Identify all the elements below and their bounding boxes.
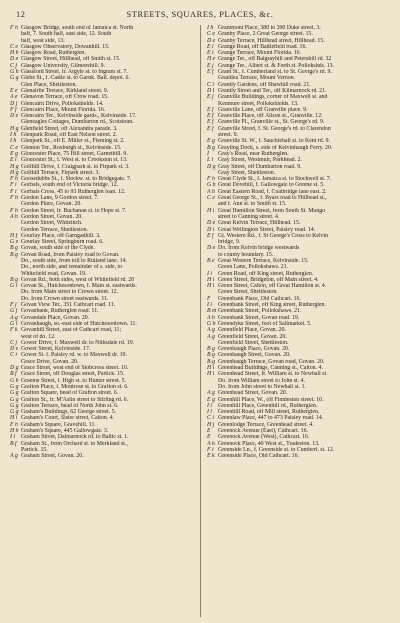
grid-reference: B g xyxy=(207,144,215,151)
grid-reference: H e xyxy=(207,56,216,63)
grid-reference: I i xyxy=(207,409,213,416)
grid-reference: D g xyxy=(207,163,216,170)
entry-text: street. 9. xyxy=(218,132,238,139)
right-column xyxy=(200,25,392,617)
entry-text: Greenlaw Place, 447 to 473 Paisley road. 14. xyxy=(218,415,324,422)
entry-text: Grafton Terrace, head of North John st. 6. xyxy=(21,402,119,409)
entry-text: Gray Street, off Dumbarton road. 9. xyxy=(218,163,302,170)
grid-reference: C e xyxy=(207,31,215,38)
grid-reference: H i xyxy=(207,371,215,378)
grid-reference: I h xyxy=(207,25,214,31)
grid-reference: F i xyxy=(207,446,214,453)
entry-text: Granville Pl., Granville st., St. George's rd. 9. xyxy=(218,119,325,126)
grid-reference: A g xyxy=(207,333,215,340)
grid-reference: F i xyxy=(10,188,17,195)
grid-reference: A g xyxy=(207,327,215,334)
grid-reference: E j xyxy=(207,94,214,101)
grid-reference: E f xyxy=(207,113,214,120)
entry-text: Gourlay Street, Springburn road. 6. xyxy=(21,239,104,246)
entry-text: Glasgow Street, Hillhead, off Smith st. 15. xyxy=(21,56,121,63)
grid-reference: B e xyxy=(207,257,215,264)
entry-text: Glenpark Road, off East Nelson street. 2. xyxy=(21,132,118,139)
entry-text: Greenhaugh Place, Govan. 20. xyxy=(218,346,290,353)
entry-text: bridge, 9. xyxy=(218,239,241,246)
entry-text: Great George St., f. Byars road to Hillhead st., xyxy=(218,195,327,202)
entry-text: Graham St., from Orchard st. to Merkland st., xyxy=(21,440,128,447)
grid-reference: E f xyxy=(207,125,214,132)
grid-reference: F i xyxy=(10,182,17,189)
entry-text: Green Road, off King street, Rutherglen. xyxy=(218,270,314,277)
grid-reference: H g xyxy=(10,125,19,132)
entry-text: Granville St. W., f. Sauchiehall st. to Kent rd. 9. xyxy=(218,138,330,145)
entry-text: Gray's Road, near Rutherglen. xyxy=(218,150,289,157)
grid-reference: F j xyxy=(10,302,17,309)
grid-reference: G g xyxy=(10,402,19,409)
grid-reference: I i xyxy=(207,270,213,277)
entry-text: Grange Terrace, Mount Florida. 16. xyxy=(218,50,302,57)
grid-reference: A e xyxy=(10,94,18,101)
grid-reference: C e xyxy=(10,43,18,50)
grid-reference: G g xyxy=(10,383,19,390)
grid-reference: E j xyxy=(207,62,214,69)
grid-reference: D e xyxy=(207,245,216,252)
entry-text: Glenpark St., off E. Miller st., Fleming st. 2. xyxy=(21,138,125,145)
grid-reference: A h xyxy=(207,188,215,195)
left-column xyxy=(8,25,200,617)
grid-reference: B g xyxy=(207,358,215,365)
entry-text: Glenton Ter., Roxburgh st., Kelvinside. 15. xyxy=(21,144,122,151)
entry-text: Grafton Square, head of Grafton street. 6. xyxy=(21,390,119,397)
grid-reference: I h xyxy=(10,138,17,145)
entry-text: Do. from John street to Newhall st. 1. xyxy=(218,383,306,390)
grid-reference: C i xyxy=(207,415,214,422)
entry-text: Granville Buildings, corner of Maxwell st. and xyxy=(218,94,328,101)
grid-reference: G g xyxy=(10,390,19,397)
grid-reference: I i xyxy=(207,302,213,309)
entry-text: Grange Road, off Battlefield road. 16. xyxy=(218,43,307,50)
entry-text: Greenfield Place, Govan. 20. xyxy=(218,327,286,334)
grid-reference: D e xyxy=(10,346,19,353)
entry-text: Grange Ter., Albert st. & Forth st. Pollokshds. 13. xyxy=(218,62,335,69)
entry-text: Glasgow Bridge, south end of Jamaica st. North xyxy=(21,25,134,31)
grid-reference: E f xyxy=(207,232,214,239)
entry-text: Grant St., f. Cumberland st. to St. George's rd. 9. xyxy=(218,69,332,76)
grid-reference: E e xyxy=(10,87,18,94)
grid-reference: H g xyxy=(10,163,19,170)
grid-reference: F h xyxy=(207,176,215,183)
grid-reference: G h xyxy=(207,182,216,189)
entry-text: Greenhead Street, fr. William st. to Newhall st. xyxy=(218,371,328,378)
grid-reference: F h xyxy=(10,25,18,31)
entry-text: half, 7. South half, east side, 12. South xyxy=(21,31,112,38)
grid-reference: A g xyxy=(207,390,215,397)
entry-text: Govanhaugh, so.-east side of Hutchesontown. 11. xyxy=(21,320,137,327)
grid-reference: E xyxy=(207,428,211,434)
grid-reference: I xyxy=(207,150,209,157)
entry-text: Grafton St., fr. M'Aslin street to Stirling rd. 6. xyxy=(21,396,129,403)
grid-reference: B g xyxy=(207,352,215,359)
grid-reference: G h xyxy=(10,69,19,76)
entry-text: Glencairn Ter., Kelvinside gards., Kelvinside. 17. xyxy=(21,113,137,120)
grid-reference: F h xyxy=(10,421,18,428)
entry-text: Govan Road, from Paisley road to Govan. xyxy=(21,251,120,258)
grid-reference: A g xyxy=(10,453,18,460)
directory-entry xyxy=(207,453,390,459)
grid-reference: D i xyxy=(207,226,215,233)
grid-reference: F h xyxy=(10,195,18,202)
directory-columns xyxy=(8,25,392,617)
entry-text: Great Eastern Road, f. Coatbridge lane east. 2. xyxy=(218,188,327,195)
entry-text: Gray Street, Shettleston. xyxy=(218,169,276,176)
entry-text: Graham's Square, 445 Gallowgate. 3. xyxy=(21,428,109,434)
grid-reference: G g xyxy=(10,75,19,82)
entry-text: Grantlea Terrace, Mount Vernon. xyxy=(218,75,296,82)
grid-reference: L i xyxy=(207,157,214,164)
grid-reference: B m xyxy=(207,308,217,315)
entry-text: Do. from Crown street eastwards. 11. xyxy=(21,295,109,302)
entry-text: Gower St. f. Paisley rd. w. to Maxwell dr. 19. xyxy=(21,352,127,359)
grid-reference: G h xyxy=(207,320,216,327)
entry-text: Graham's Square, Gravehill. 11. xyxy=(21,421,96,428)
entry-text: Green Street, Shettleston. xyxy=(218,289,278,296)
entry-text: Gorbals, south end of Victoria bridge. 12. xyxy=(21,182,119,189)
grid-reference: C j xyxy=(10,339,17,346)
entry-text: Glencairn Drive, Pollokshields. 14. xyxy=(21,100,104,107)
grid-reference: D e xyxy=(10,113,19,120)
grid-reference: H f xyxy=(10,232,18,239)
entry-text: Great Wellington Street, Paisley road. 14. xyxy=(218,226,316,233)
entry-text: Do. from Kelvin bridge westwards xyxy=(218,245,300,252)
grid-reference: F h xyxy=(10,176,18,183)
entry-text: Greenbank Street, off King street, Rutherglen. xyxy=(218,302,326,309)
entry-text: Greenhill Place, W., off Finnieston street. 10. xyxy=(218,396,324,403)
grid-reference: E g xyxy=(207,396,215,403)
entry-text: half, west side, 13. xyxy=(21,37,65,44)
entry-text: Govanbank, Rutherglen road. 11. xyxy=(21,308,99,315)
entry-text: Greenfield Street, Shettleston. xyxy=(218,339,289,346)
grid-reference: H i xyxy=(207,365,215,372)
entry-text: Govan, south side of the Clyde. xyxy=(21,245,95,252)
grid-reference: H i xyxy=(207,207,215,214)
entry-text: Do. from Main street to Crown street. 12. xyxy=(21,289,119,296)
entry-text: Granville Street, f. St. George's rd. to Clarendon xyxy=(218,125,331,132)
grid-reference: F k xyxy=(10,327,18,334)
entry-text: Do. from William street to John st. 4. xyxy=(218,377,305,384)
entry-text: Gourlay Place, off Garngadhill. 3. xyxy=(21,232,101,239)
entry-text: and f. Ann st. to Smith st. 15. xyxy=(218,201,287,208)
entry-text: Greenock Place, 40 West st., Tradeston. 13. xyxy=(218,440,320,447)
entry-text: Gloucester St., f. West st. to Crookston st. 13. xyxy=(21,157,128,164)
entry-text: Greendyke Street, foot of Saltmarket. 5. xyxy=(218,320,312,327)
entry-text: Greenbank Street, Govan road. 19. xyxy=(218,314,300,321)
entry-text: Whitefield road, Govan. 19. xyxy=(21,270,87,277)
entry-text: west of do. 12. xyxy=(21,333,56,340)
entry-text: Greenhaugh Street, Govan. 20. xyxy=(218,352,291,359)
grid-reference: C l xyxy=(207,81,214,88)
entry-text: Greenock Avenue (West), Cathcart. 16. xyxy=(218,434,310,441)
entry-text: Gray Street, Westmuir, Parkhead. 2. xyxy=(218,157,302,164)
entry-text: Goosedubbs St., f. Stockw. st. to Bridgegate. 7. xyxy=(21,176,132,183)
grid-reference: H i xyxy=(10,415,18,422)
grid-reference: A g xyxy=(10,314,18,321)
entry-text: Granby Terrace, Hillhead street, Hillhead. 15. xyxy=(218,37,325,44)
entry-text: Granville Lane, off Granville place. 9. xyxy=(218,106,308,113)
entry-text: Grace Drive, Govan. 20. xyxy=(21,358,79,365)
entry-text: Gower Street, Kelvinside. 17. xyxy=(21,346,91,353)
grid-reference: E f xyxy=(207,106,214,113)
entry-text: Glasgow Road, Rutherglen. xyxy=(21,50,86,57)
grid-reference: G i xyxy=(10,320,18,327)
entry-text: street to Canning street. 4. xyxy=(218,213,280,220)
entry-text: Grammont Place, 380 to 390 Duke street. 3. xyxy=(218,25,321,31)
grid-reference: I i xyxy=(207,402,213,409)
grid-reference: E g xyxy=(10,150,18,157)
grid-reference: B g xyxy=(207,346,215,353)
grid-reference: A h xyxy=(207,440,215,447)
grid-reference: E i xyxy=(10,157,17,164)
entry-text: Greenlodge Terrace, Greenhead street. 4. xyxy=(218,421,314,428)
grid-reference: E i xyxy=(207,50,214,57)
page-title: STREETS, SQUARES, PLACES, &c. xyxy=(126,10,274,19)
entry-text: Golfhill Drive, f. Craigpark st. to Firpark st. 3. xyxy=(21,163,130,170)
entry-text: Glasgow Observatory, Dowanhill. 15. xyxy=(21,43,110,50)
entry-text: Glasgow University, Gilmorehill. 9. xyxy=(21,62,106,69)
entry-text: Golfhill Terrace, Firpark street. 3. xyxy=(21,169,100,176)
entry-text: Green Lane, Pollokshaws. 21. xyxy=(218,264,289,271)
entry-text: Grafton Place, f. Montrose st. to Grafton st. 6. xyxy=(21,383,129,390)
entry-text: Govan St., Hutchesontown, f. Main st. eastwards. xyxy=(21,283,137,290)
entry-text: Govandale Place, Govan. 20. xyxy=(21,314,90,321)
grid-reference: C i xyxy=(10,352,17,359)
grid-reference: D j xyxy=(10,100,18,107)
entry-text: Greenfield Street, Govan. 20. xyxy=(218,333,287,340)
grid-reference: D l xyxy=(207,87,215,94)
entry-text: Great Kelvin Terrace, Hillhead. 15. xyxy=(218,220,301,227)
grid-reference: E i xyxy=(207,43,214,50)
entry-text: Glenfield Street, off Alexandra parade. 3. xyxy=(21,125,118,132)
entry-text: Gordon Lane, 9 Gordon street. 7. xyxy=(21,195,99,202)
entry-text: Glenairlie Terrace, Kirkland street. 9. xyxy=(21,87,109,94)
grid-reference: G g xyxy=(10,409,19,416)
grid-reference: I h xyxy=(10,132,17,139)
grid-reference: A h xyxy=(10,213,18,220)
entry-text: Partick. 15. xyxy=(21,446,48,453)
entry-text: Green Street, Calton, off Great Hamilton st. 4. xyxy=(218,283,327,290)
entry-text: Glassford Street, fr. Argyle st. to Ingram st. 7. xyxy=(21,69,128,76)
entry-text: Grantly Street and Ter., off Kilmarnock rd. 21. xyxy=(218,87,327,94)
entry-text: Greenside Ln., f. Greenside st. to Cumberl. st. 12. xyxy=(218,446,335,453)
grid-reference: F xyxy=(207,295,211,302)
entry-text: Granby Place, 2 Great George street. 15. xyxy=(218,31,313,38)
entry-text: Graeme Street, f. High st. to Hunter street. 5. xyxy=(21,377,126,384)
entry-text: Green Street, Bridgeton, off Main street. 4. xyxy=(218,276,319,283)
grid-reference: E k xyxy=(207,453,215,460)
entry-text: Gt. Western Rd., f. St George's Cross to Kelvin xyxy=(218,232,329,239)
entry-text: Govanhill Street, east of Cathcart road, 11; xyxy=(21,327,122,334)
grid-reference: D e xyxy=(207,37,216,44)
entry-text: Greenhaugh Terrace, Govan road, Govan. 20. xyxy=(218,358,325,365)
grid-reference: B f xyxy=(10,371,17,378)
grid-reference: G e xyxy=(10,239,19,246)
grid-reference: G h xyxy=(10,377,19,384)
entry-text: Gleneagles Cottages, Dumbarton rd., Scotstoun. xyxy=(21,119,134,126)
grid-reference: G j xyxy=(10,308,18,315)
grid-reference: E f xyxy=(207,69,214,76)
entry-text: Greenbank Place, Old Cathcart. 16. xyxy=(218,295,301,302)
grid-reference: G i xyxy=(10,283,18,290)
grid-reference: E xyxy=(207,434,211,441)
grid-reference: E f xyxy=(207,119,214,126)
entry-text: Greenhead Buildings, Canning st., Calton. 4. xyxy=(218,365,323,372)
grid-reference: D e xyxy=(10,56,19,63)
grid-reference: H i xyxy=(207,283,215,290)
grid-reference: I i xyxy=(10,434,16,441)
page-number: 12 xyxy=(16,10,26,19)
entry-text: Gorbals Cross, 45 to 93 Rutherglen loan. 12. xyxy=(21,188,126,195)
grid-reference: F h xyxy=(10,207,18,214)
entry-text: Kenmure street, Pollokshields. 13. xyxy=(218,100,299,107)
entry-text: Grantly Gardens, off Shawhill road. 21. xyxy=(218,81,311,88)
entry-text: Grace Street, west end of Stobcross street. 10. xyxy=(21,365,129,372)
entry-text: to county boundary. 15. xyxy=(218,251,274,258)
entry-text: Gordon Street, Govan. 20. xyxy=(21,213,83,220)
grid-reference: B g xyxy=(10,245,18,252)
entry-text: Gordon Place, Govan. 20. xyxy=(21,201,82,208)
entry-text: Gordon Street, Whiteinch. xyxy=(21,220,83,227)
entry-text: Glebe St., f. Castle st. to Garnk. Bail. depot. 6. xyxy=(21,75,130,82)
entry-text: Great Clyde St., f. Jamaica st. to Stockwell st. 7. xyxy=(218,176,332,183)
entry-text: Gloucester Place, 75 Hill street, Garnethill. 9. xyxy=(21,150,128,157)
grid-reference: H h xyxy=(10,50,19,57)
directory-entry xyxy=(10,453,195,459)
entry-text: Greenside Place, Old Cathcart. 16. xyxy=(218,453,299,460)
entry-text: Gower Drive, f. Maxwell dr. to Nithsdale rd. 19. xyxy=(21,339,135,346)
entry-text: Great Hamilton Street, from South St. Mungo xyxy=(218,207,326,214)
entry-text: Do., south side, from toll to Rutland lane. 14. xyxy=(21,257,127,264)
entry-text: Great Western Terrace, Kelvinside. 15. xyxy=(218,257,309,264)
entry-text: Granville Place, off Alison st., Granville. 12. xyxy=(218,113,323,120)
entry-text: Graham's Court, Sister street, Calton. 4. xyxy=(21,415,115,422)
grid-reference: D g xyxy=(10,365,19,372)
entry-text: Do., north side, and remainder of s. side, to xyxy=(21,264,123,271)
entry-text: Glencairn Place, Mount Florida. 16. xyxy=(21,106,106,113)
entry-text: Grace Street, off Douglas street, Partick. 15. xyxy=(21,371,125,378)
grid-reference: C e xyxy=(207,195,215,202)
entry-text: Glen Place, Shettleston. xyxy=(21,81,77,88)
grid-reference: C f xyxy=(10,62,17,69)
page-header xyxy=(8,8,392,22)
grid-reference: B f xyxy=(10,440,17,447)
entry-text: Greenhill Road, off Mill street, Rutherglen. xyxy=(218,409,320,416)
entry-text: Greenbank Street, Pollokshaws. 21. xyxy=(218,308,302,315)
entry-text: Gordon Terrace, Shettleston. xyxy=(21,226,88,233)
entry-text: Great Dovehill, f. Gallowgate to Greene st. 5. xyxy=(218,182,325,189)
grid-reference: H j xyxy=(207,421,215,428)
entry-text: Govan Rd., both sides, west of Whitefield rd. 20 xyxy=(21,276,135,283)
entry-text: Graham Street, Dalmarnock rd. to Baltic st. 1. xyxy=(21,434,129,441)
entry-text: Greenock Avenue (East), Cathcart. 16. xyxy=(218,428,308,434)
grid-reference: H h xyxy=(10,428,19,434)
grid-reference: B g xyxy=(10,251,18,258)
grid-reference: H g xyxy=(10,169,19,176)
entry-text: Greenhead Street, Govan. 20. xyxy=(218,390,288,397)
entry-text: Gordon Street, fr. Buchanan st. to Hope st. 7. xyxy=(21,207,127,214)
grid-reference: H i xyxy=(207,276,215,283)
grid-reference: G g xyxy=(10,396,19,403)
entry-text: Graham Street, Govan. 20. xyxy=(21,453,84,460)
grid-reference: A h xyxy=(207,314,215,321)
grid-reference: F f xyxy=(10,106,17,113)
entry-text: Grayling Dock, s. side of Kelvinhaugh Ferry. 20. xyxy=(218,144,333,151)
grid-reference: B g xyxy=(10,276,18,283)
entry-text: Grange Ter., off Balgrayhill and Petershill rd. 32 xyxy=(218,56,332,63)
entry-text: Graham's Buildings, 62 George street. 5. xyxy=(21,409,117,416)
entry-text: Glenavon Terrace, off Crow road. 15. xyxy=(21,94,109,101)
grid-reference: C e xyxy=(10,144,18,151)
grid-reference: D e xyxy=(207,220,216,227)
entry-text: Greenhill Place, Greenhill rd., Rutherglen. xyxy=(218,402,318,409)
grid-reference: E g xyxy=(207,138,215,145)
entry-text: Govan View Ter., 351 Cathcart road. 11. xyxy=(21,302,116,309)
